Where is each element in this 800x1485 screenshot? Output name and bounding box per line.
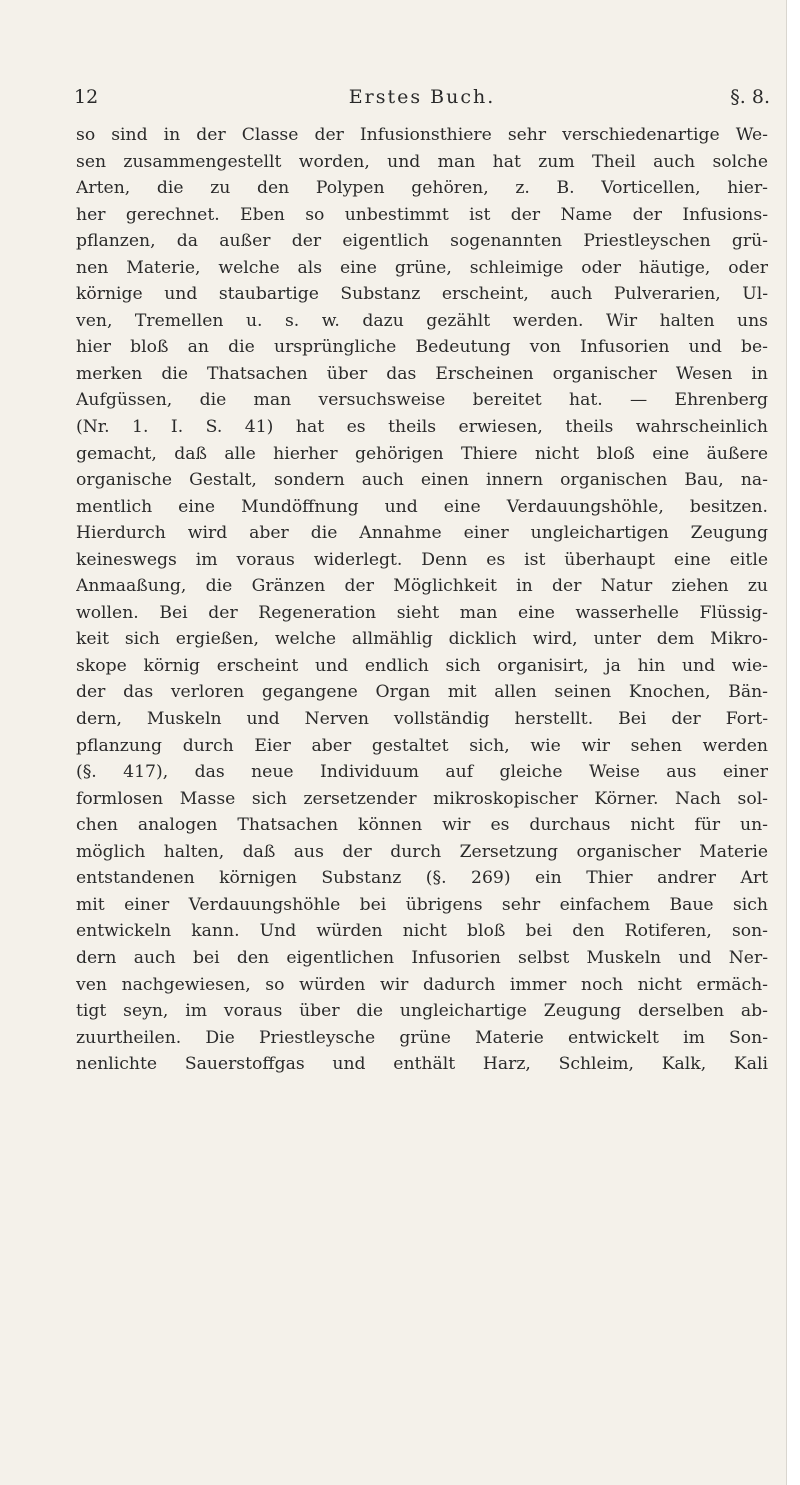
text-line: gemacht, daß alle hierher gehörigen Thiere nicht bloß eine äußere bbox=[76, 443, 768, 464]
text-line: keineswegs im voraus widerlegt. Denn es ist überhaupt eine eitle bbox=[76, 549, 768, 570]
text-line: möglich halten, daß aus der durch Zersetzung organischer Materie bbox=[76, 841, 768, 862]
text-line: der das verloren gegangene Organ mit allen seinen Knochen, Bän- bbox=[76, 682, 768, 703]
text-line: nenlichte Sauerstoffgas und enthält Harz, Schleim, Kalk, Kali bbox=[76, 1054, 768, 1075]
text-line: Hierdurch wird aber die Annahme einer ungleichartigen Zeugung bbox=[76, 523, 768, 544]
text-line: Aufgüssen, die man versuchsweise bereitet hat. — Ehrenberg bbox=[76, 390, 768, 411]
text-line: entstandenen körnigen Substanz (§. 269) ein Thier andrer Art bbox=[76, 868, 768, 889]
text-line: so sind in der Classe der Infusionsthiere sehr verschiedenartige We- bbox=[76, 125, 768, 145]
text-line: organische Gestalt, sondern auch einen innern organischen Bau, na- bbox=[76, 470, 768, 491]
text-line: zuurtheilen. Die Priestleysche grüne Materie entwickelt im Son- bbox=[76, 1027, 768, 1048]
text-line: hier bloß an die ursprüngliche Bedeutung von Infusorien und be- bbox=[76, 337, 768, 358]
page-number: 12 bbox=[74, 86, 99, 108]
text-line: chen analogen Thatsachen können wir es durchaus nicht für un- bbox=[76, 815, 768, 836]
text-line: körnige und staubartige Substanz erscheint, auch Pulverarien, Ul- bbox=[76, 284, 768, 305]
text-line: Anmaaßung, die Gränzen der Möglichkeit in der Natur ziehen zu bbox=[76, 576, 768, 597]
text-line: formlosen Masse sich zersetzender mikroskopischer Körner. Nach sol- bbox=[76, 788, 768, 809]
text-line: keit sich ergießen, welche allmählig dicklich wird, unter dem Mikro- bbox=[76, 629, 768, 650]
text-line: wollen. Bei der Regeneration sieht man eine wasserhelle Flüssig- bbox=[76, 602, 768, 623]
text-line: tigt seyn, im voraus über die ungleichartige Zeugung derselben ab- bbox=[76, 1001, 768, 1022]
text-line: merken die Thatsachen über das Erscheinen organischer Wesen in bbox=[76, 363, 768, 384]
body-text bbox=[76, 122, 768, 1078]
text-line: Arten, die zu den Polypen gehören, z. B. Vorticellen, hier- bbox=[76, 178, 768, 199]
text-line: nen Materie, welche als eine grüne, schleimige oder häutige, oder bbox=[76, 257, 768, 278]
text-line: ven, Tremellen u. s. w. dazu gezählt werden. Wir halten uns bbox=[76, 310, 768, 331]
text-line: ven nachgewiesen, so würden wir dadurch immer noch nicht ermäch- bbox=[76, 974, 768, 995]
section-reference: §. 8. bbox=[730, 86, 770, 108]
running-title: Erstes Buch. bbox=[348, 86, 496, 108]
text-line: (Nr. 1. I. S. 41) hat es theils erwiesen, theils wahrscheinlich bbox=[76, 417, 768, 438]
text-line: mit einer Verdauungshöhle bei übrigens sehr einfachem Baue sich bbox=[76, 894, 768, 915]
text-line: pflanzen, da außer der eigentlich sogenannten Priestleyschen grü- bbox=[76, 231, 768, 252]
text-line: dern, Muskeln und Nerven vollständig herstellt. Bei der Fort- bbox=[76, 709, 768, 730]
text-line: sen zusammengestellt worden, und man hat zum Theil auch solche bbox=[76, 151, 768, 172]
text-line: (§. 417), das neue Individuum auf gleiche Weise aus einer bbox=[76, 762, 768, 783]
text-line: skope körnig erscheint und endlich sich organisirt, ja hin und wie- bbox=[76, 655, 768, 676]
text-line: mentlich eine Mundöffnung und eine Verdauungshöhle, besitzen. bbox=[76, 496, 768, 517]
text-line: pflanzung durch Eier aber gestaltet sich, wie wir sehen werden bbox=[76, 735, 768, 756]
text-line: her gerechnet. Eben so unbestimmt ist der Name der Infusions- bbox=[76, 204, 768, 225]
text-line: entwickeln kann. Und würden nicht bloß bei den Rotiferen, son- bbox=[76, 921, 768, 942]
page-edge bbox=[786, 0, 800, 1485]
text-line: dern auch bei den eigentlichen Infusorien selbst Muskeln und Ner- bbox=[76, 947, 768, 968]
page-header bbox=[74, 86, 770, 116]
